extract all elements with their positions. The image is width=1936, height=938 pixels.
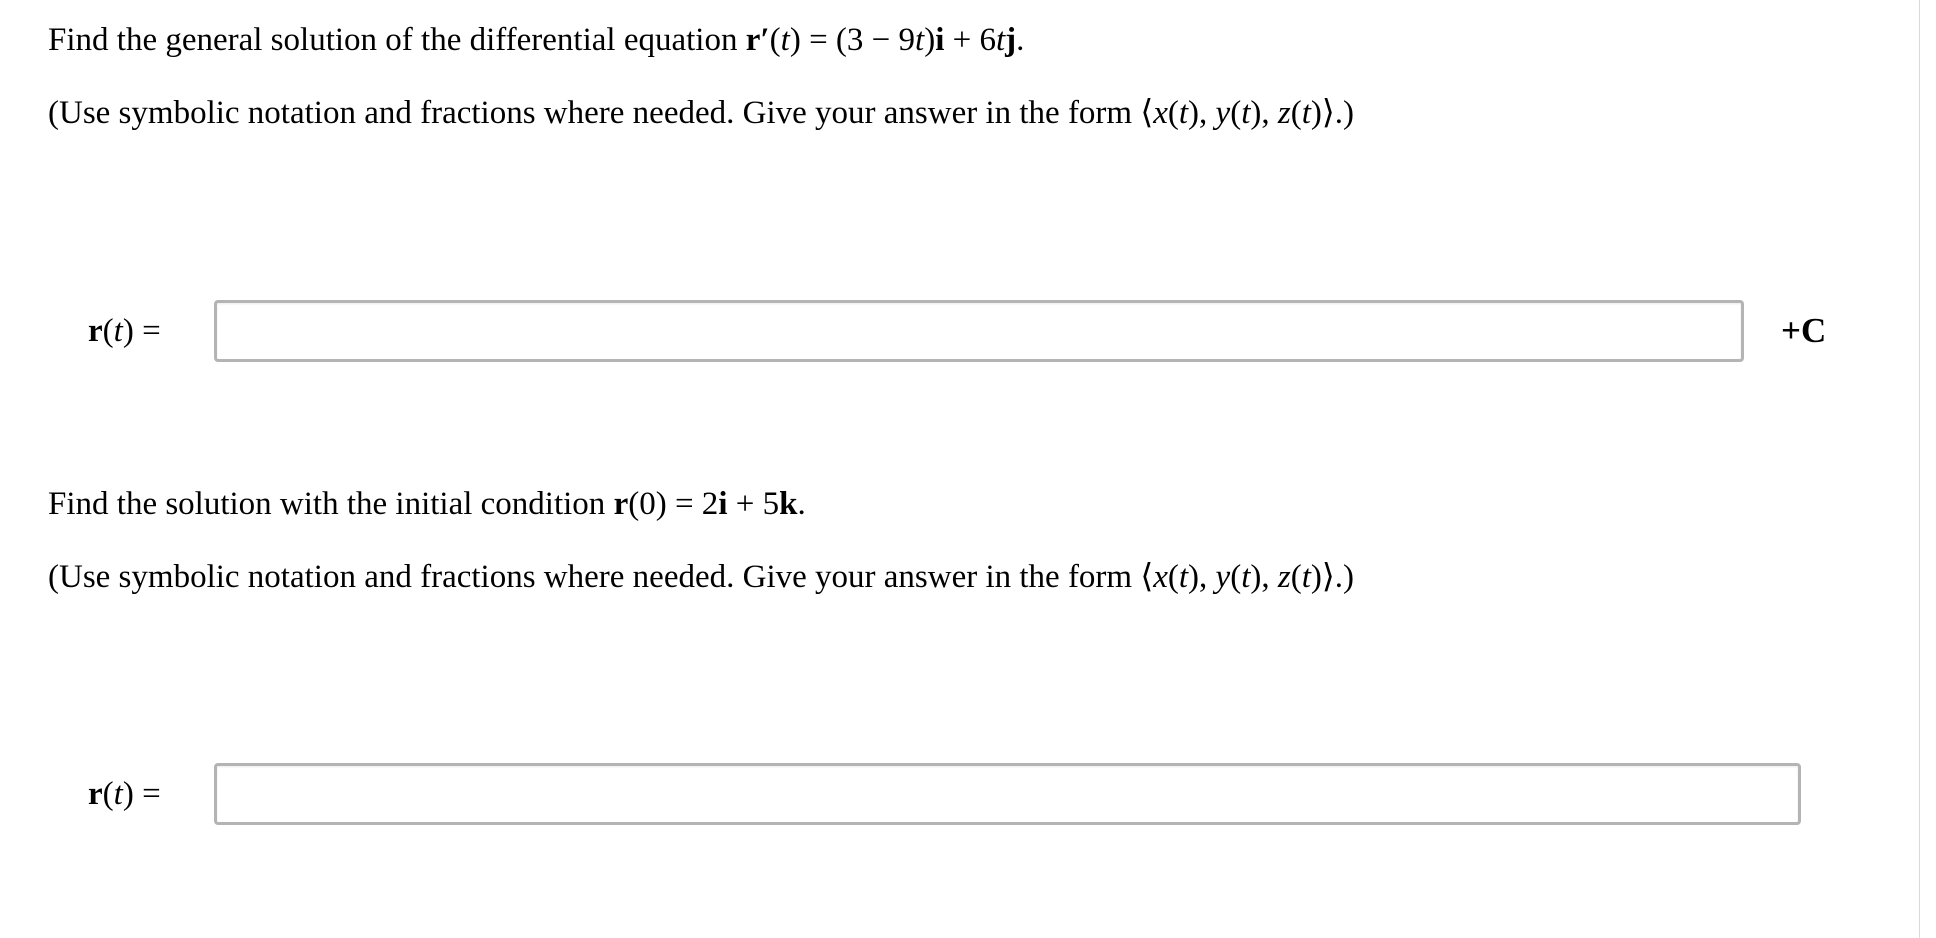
question-2-hint: (Use symbolic notation and fractions where needed. Give your answer in the form ⟨x(t), y(t), z(t)⟩.) [48,559,1354,595]
prompt-text: Find the solution with the initial condition [48,486,614,522]
variable-t: t [1178,95,1189,131]
page-edge-divider [1919,0,1920,938]
vector-r: r [613,486,629,522]
variable-y: y [1215,559,1231,595]
variable-y: y [1215,95,1231,131]
vector-j: j [1005,22,1017,58]
vector-i: i [935,22,945,58]
vector-r: r [88,776,103,812]
hint-text: )⟩.) [1310,559,1354,595]
variable-z: z [1277,95,1291,131]
equation-text: (t) = (3 − 9t) [769,22,936,58]
answer-2-input[interactable] [214,763,1801,825]
vector-r: r [88,313,103,349]
period: . [1016,22,1025,58]
condition-text: (0) = 2 [628,486,719,522]
variable-t: t [1301,95,1311,131]
question-1-prompt [48,20,1024,60]
variable-t: t [1241,559,1251,595]
prompt-text: Find the general solution of the differential equation [48,22,746,58]
vector-k: k [779,486,798,522]
variable-t: t [915,22,925,58]
answer-2-label: r(t) = [88,776,161,812]
question-2-prompt [48,484,806,524]
variable-x: x [1153,95,1168,131]
variable-t: t [113,313,123,349]
variable-x: x [1153,559,1168,595]
vector-i: i [718,486,728,522]
constant-c-label: +C [1781,311,1827,350]
variable-t: t [113,776,123,812]
vector-r-prime: r′ [745,22,770,58]
hint-text: (Use symbolic notation and fractions where needed. Give your answer in the form ⟨ [48,95,1154,131]
variable-t: t [1241,95,1251,131]
answer-1-input[interactable] [214,300,1744,362]
variable-t: t [780,22,790,58]
hint-text: )⟩.) [1310,95,1354,131]
variable-t: t [1178,559,1189,595]
hint-text: (Use symbolic notation and fractions where needed. Give your answer in the form ⟨ [48,559,1154,595]
period: . [797,486,806,522]
equation-text: + 6 [944,22,996,58]
question-1-hint: (Use symbolic notation and fractions where needed. Give your answer in the form ⟨x(t), y(t), z(t)⟩.) [48,95,1354,131]
variable-t: t [996,22,1006,58]
condition-text: + 5 [727,486,780,522]
answer-1-label: r(t) = [88,313,161,349]
variable-z: z [1277,559,1291,595]
variable-t: t [1301,559,1311,595]
